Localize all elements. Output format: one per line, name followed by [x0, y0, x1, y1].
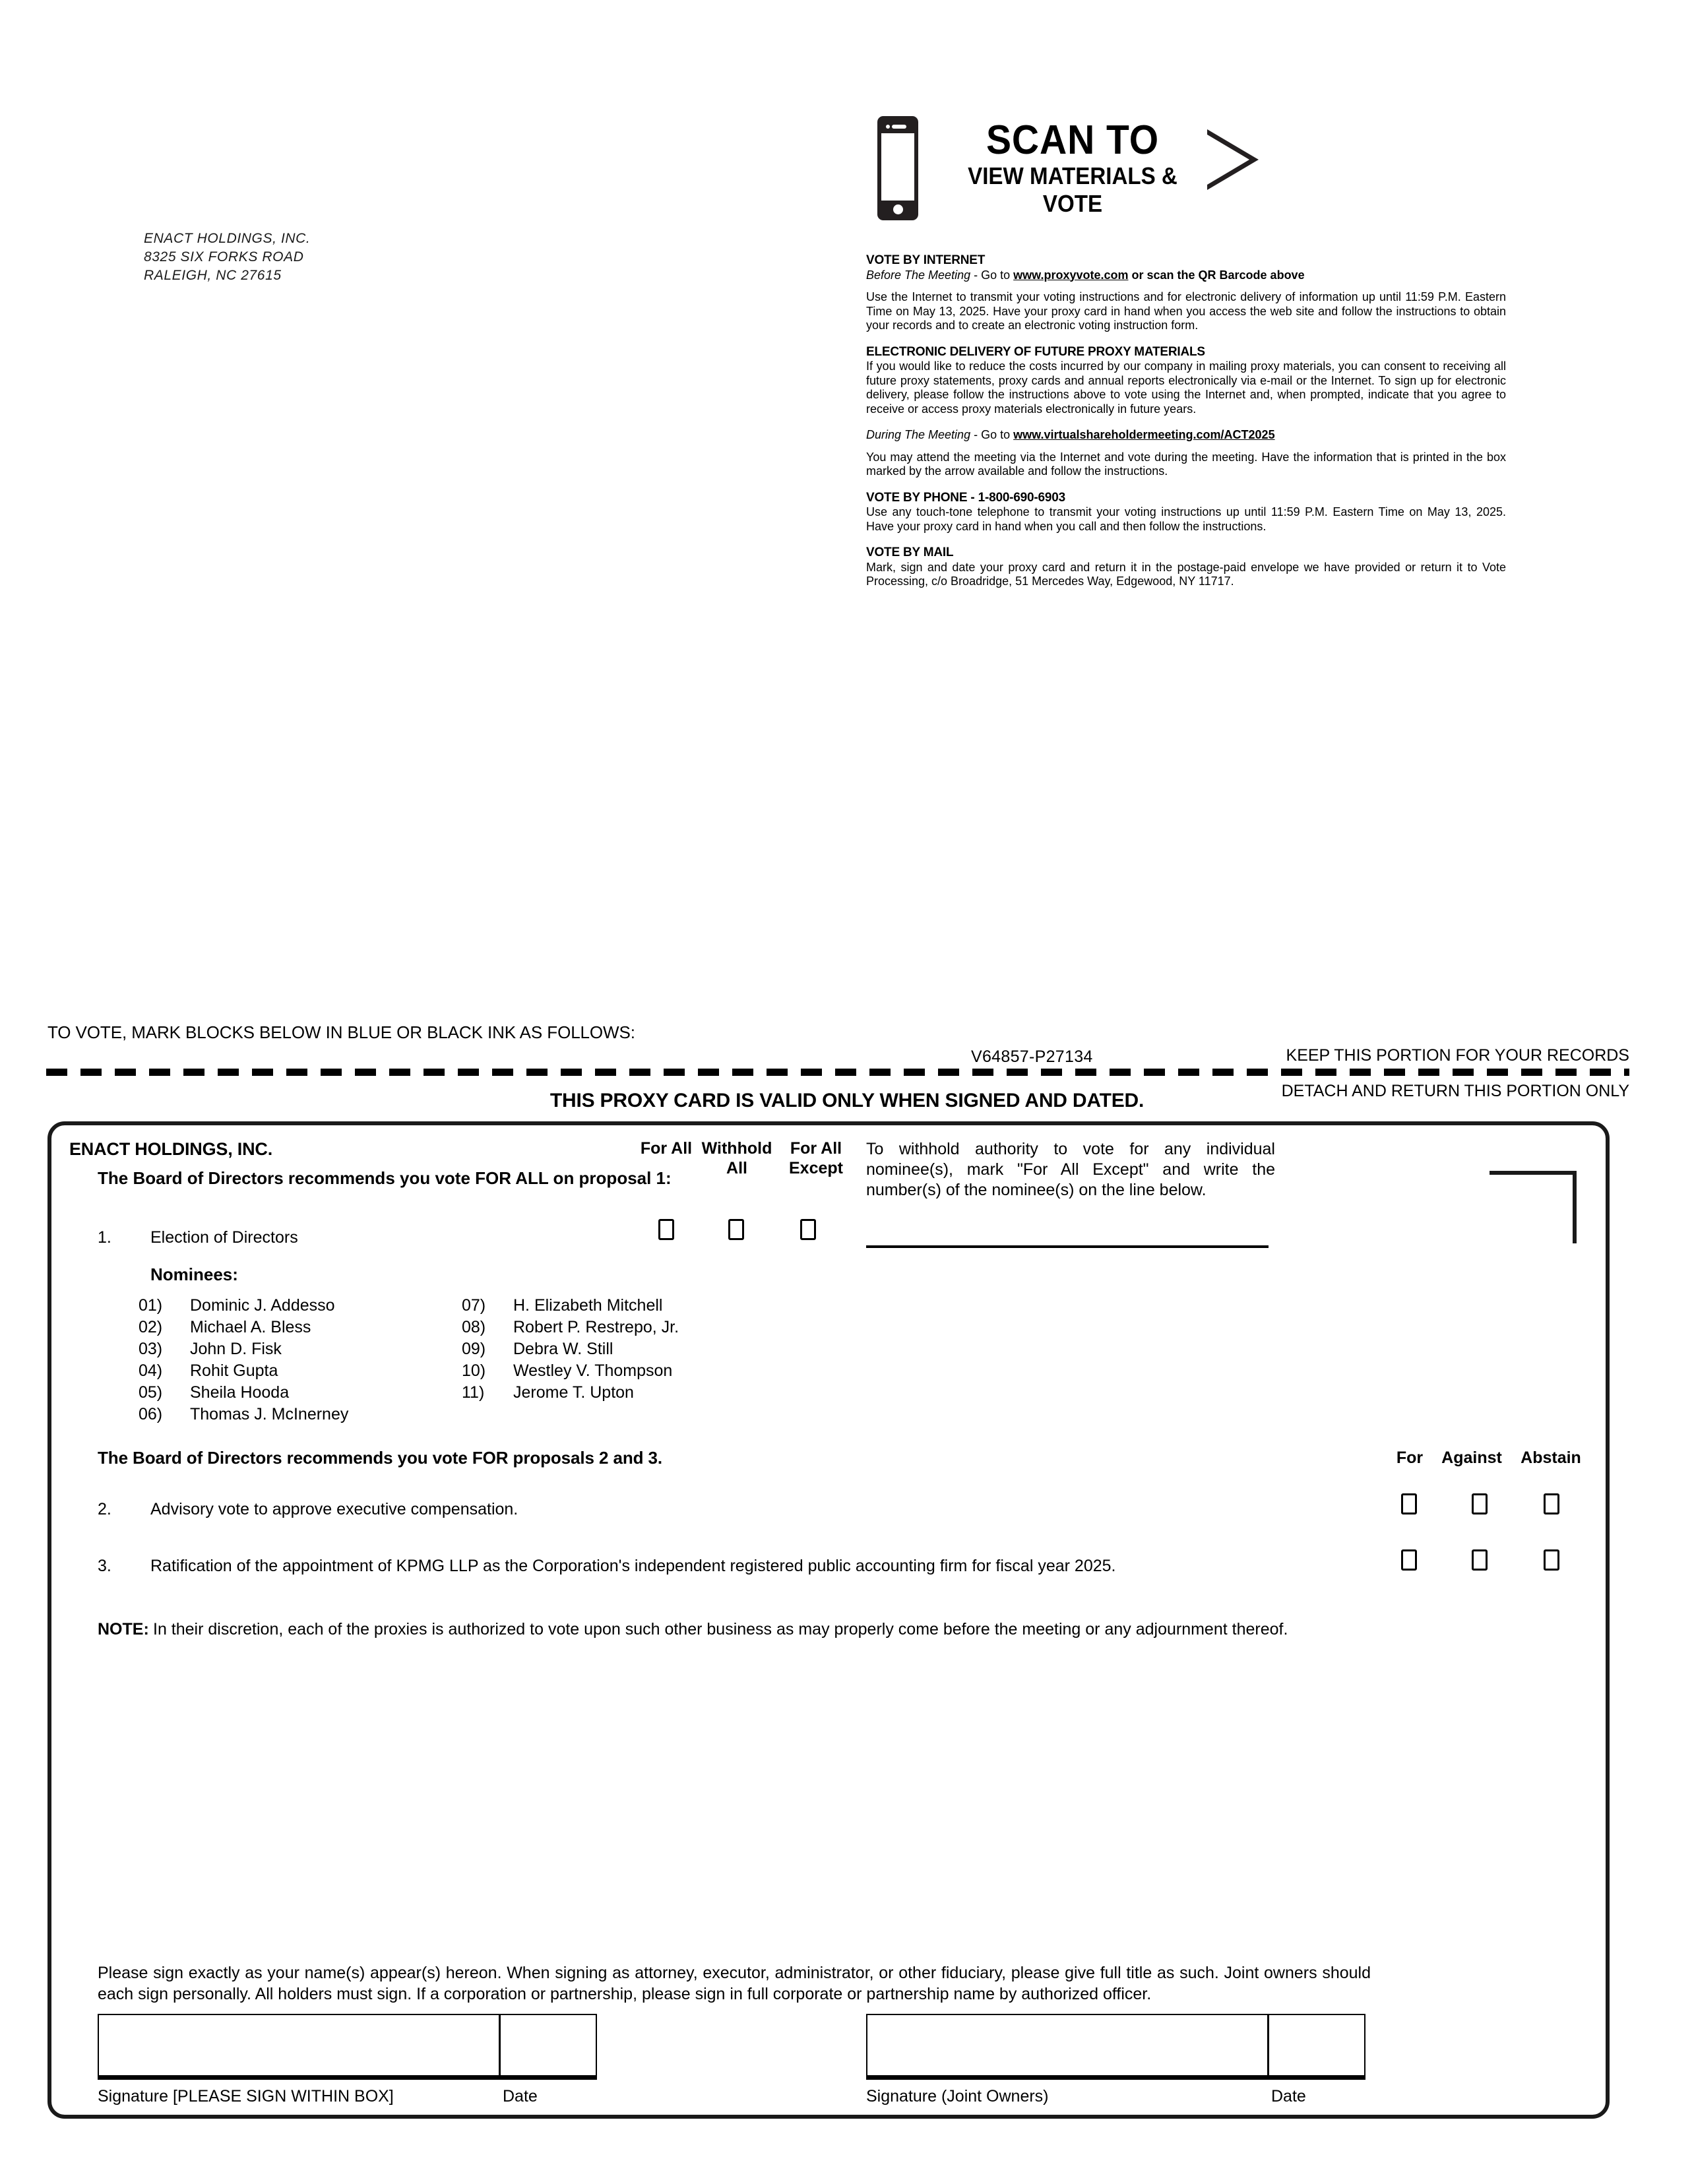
electronic-delivery-heading: ELECTRONIC DELIVERY OF FUTURE PROXY MATERIALS — [866, 344, 1205, 359]
scan-to-vote-banner — [877, 111, 1339, 230]
signature-box-joint[interactable] — [866, 2014, 1269, 2080]
vote-by-mail-heading: VOTE BY MAIL — [866, 546, 954, 559]
checkbox-proposal-3-abstain[interactable] — [1544, 1549, 1559, 1571]
internet-instructions-body: Use the Internet to transmit your voting instructions and for electronic delivery of information up until 11:59 P.M. Eastern Time on May 13, 2025. Have your proxy card in hand when you access the web site and follow the instructions to obtain your records and to create an electronic voting instruction form. — [866, 290, 1506, 332]
proposal-2-number: 2. — [98, 1500, 111, 1518]
before-meeting-label: Before The Meeting — [866, 268, 971, 282]
nominee-number: 06) — [139, 1405, 163, 1423]
during-meeting-label: During The Meeting — [866, 428, 971, 441]
voting-instructions — [866, 253, 1506, 589]
nominee-number: 09) — [462, 1340, 486, 1358]
checkbox-proposal-3-against[interactable] — [1472, 1549, 1488, 1571]
control-number-bracket-icon — [1490, 1171, 1577, 1243]
column-header-withhold-all: Withhold All — [701, 1139, 772, 1177]
list-item — [139, 1404, 348, 1425]
checkbox-proposal-1-for-all[interactable] — [658, 1219, 674, 1240]
nominee-name: Michael A. Bless — [190, 1318, 311, 1336]
addressee-company: ENACT HOLDINGS, INC. — [144, 231, 311, 246]
nominee-number: 08) — [462, 1318, 486, 1336]
addressee-street: 8325 SIX FORKS ROAD — [144, 249, 304, 265]
vote-by-phone-heading: VOTE BY PHONE - 1-800-690-6903 — [866, 490, 1066, 505]
vote-by-internet-heading: VOTE BY INTERNET — [866, 253, 986, 267]
nominee-name: Thomas J. McInerney — [190, 1405, 349, 1423]
checkbox-proposal-1-for-all-except[interactable] — [800, 1219, 816, 1240]
proposal-1-text: Election of Directors — [150, 1228, 298, 1247]
column-header-for-all-except: For All Except — [789, 1139, 843, 1177]
nominee-number: 11) — [462, 1383, 485, 1402]
nominee-name: Debra W. Still — [513, 1340, 613, 1358]
nominee-number: 04) — [139, 1361, 163, 1380]
nominee-name: Rohit Gupta — [190, 1361, 278, 1380]
nominee-name: Westley V. Thompson — [513, 1361, 673, 1380]
list-item — [462, 1382, 679, 1404]
list-item — [462, 1317, 679, 1338]
signature-label-joint: Signature (Joint Owners) — [866, 2087, 1049, 2106]
nominee-name: Jerome T. Upton — [513, 1383, 634, 1402]
virtual-meeting-link[interactable]: www.virtualshareholdermeeting.com/ACT2025 — [1013, 428, 1275, 441]
nominee-number: 07) — [462, 1296, 486, 1315]
proxyvote-link[interactable]: www.proxyvote.com — [1013, 268, 1129, 282]
play-arrow-icon-inner — [1207, 135, 1249, 185]
column-header-for-all: For All — [640, 1139, 693, 1158]
scan-banner-text — [941, 117, 1205, 218]
date-box-joint[interactable] — [1268, 2014, 1365, 2080]
signature-instructions: Please sign exactly as your name(s) appear(s) hereon. When signing as attorney, executor, administrator, or other fiduciary, please give full title as such. Joint owners should each sign personally. All holders must sign. If a corporation or partnership, please sign in full corporate or partnership name by authorized officer. — [98, 1964, 1371, 2003]
ballot-company-name: ENACT HOLDINGS, INC. — [69, 1139, 273, 1159]
nominee-list-column-2 — [462, 1295, 679, 1404]
note-label: NOTE: — [98, 1620, 149, 1638]
list-item — [139, 1295, 348, 1317]
during-meeting-line — [866, 428, 1506, 443]
list-item — [139, 1382, 348, 1404]
checkbox-proposal-3-for[interactable] — [1401, 1549, 1417, 1571]
nominee-name: Sheila Hooda — [190, 1383, 290, 1402]
before-meeting-mid: - Go to — [970, 268, 1014, 282]
addressee-block — [144, 230, 310, 285]
checkbox-proposal-1-withhold-all[interactable] — [728, 1219, 744, 1240]
list-item — [462, 1295, 679, 1317]
nominee-number: 05) — [139, 1383, 163, 1402]
nominee-name: John D. Fisk — [190, 1340, 282, 1358]
nominee-list-column-1 — [139, 1295, 348, 1425]
nominee-number: 02) — [139, 1318, 163, 1336]
nominee-name: Dominic J. Addesso — [190, 1296, 335, 1315]
board-recommendation-1: The Board of Directors recommends you vote FOR ALL on proposal 1: — [98, 1168, 672, 1188]
before-meeting-line — [866, 268, 1506, 283]
list-item — [139, 1317, 348, 1338]
list-item — [139, 1338, 348, 1360]
smartphone-icon — [877, 116, 918, 220]
checkbox-proposal-2-abstain[interactable] — [1544, 1493, 1559, 1514]
date-label-primary: Date — [503, 2087, 538, 2106]
checkbox-proposal-2-against[interactable] — [1472, 1493, 1488, 1514]
list-item — [139, 1360, 348, 1382]
list-item — [462, 1360, 679, 1382]
list-item — [462, 1338, 679, 1360]
keep-portion-label: KEEP THIS PORTION FOR YOUR RECORDS — [1286, 1046, 1629, 1065]
scan-headline: SCAN TO — [986, 117, 1160, 163]
proposal-2-text: Advisory vote to approve executive compensation. — [150, 1500, 518, 1518]
detach-portion-label: DETACH AND RETURN THIS PORTION ONLY — [1281, 1082, 1629, 1100]
column-header-against: Against — [1441, 1449, 1502, 1467]
electronic-delivery-body: If you would like to reduce the costs incurred by our company in mailing proxy materials, you can consent to receiving all future proxy statements, proxy cards and annual reports electronically via e-mail or the Internet. To sign up for electronic delivery, please follow the instructions above to vote using the Internet and, when prompted, indicate that you agree to receive or access proxy materials electronically in future years. — [866, 359, 1506, 416]
nominee-number: 01) — [139, 1296, 163, 1315]
scan-subhead: VIEW MATERIALS & VOTE — [968, 162, 1177, 217]
note-text: In their discretion, each of the proxies is authorized to vote upon such other business as may properly come before the meeting or any adjournment thereof. — [153, 1620, 1288, 1638]
proposal-1-number: 1. — [98, 1228, 111, 1247]
nominee-name: Robert P. Restrepo, Jr. — [513, 1318, 679, 1336]
signature-box-primary[interactable] — [98, 2014, 500, 2080]
date-label-joint: Date — [1271, 2087, 1306, 2106]
proposal-3-text: Ratification of the appointment of KPMG LLP as the Corporation's independent registered public accounting firm for fiscal year 2025. — [150, 1557, 1116, 1575]
during-meeting-mid: - Go to — [970, 428, 1014, 441]
withhold-nominee-numbers-input[interactable] — [866, 1245, 1269, 1248]
phone-instructions-body: Use any touch-tone telephone to transmit your voting instructions up until 11:59 P.M. Eastern Time on May 13, 2025. Have your proxy card in hand when you call and then follow the instructions. — [866, 505, 1506, 533]
proposal-3-number: 3. — [98, 1557, 111, 1575]
checkbox-proposal-2-for[interactable] — [1401, 1493, 1417, 1514]
valid-when-signed-notice: THIS PROXY CARD IS VALID ONLY WHEN SIGNED AND DATED. — [549, 1090, 1145, 1111]
during-meeting-body: You may attend the meeting via the Internet and vote during the meeting. Have the information that is printed in the box marked by the arrow available and follow the instructions. — [866, 450, 1506, 478]
nominees-label: Nominees: — [150, 1264, 238, 1284]
date-box-primary[interactable] — [499, 2014, 597, 2080]
nominee-number: 10) — [462, 1361, 486, 1380]
addressee-city-state-zip: RALEIGH, NC 27615 — [144, 268, 282, 283]
before-meeting-suffix: or scan the QR Barcode above — [1128, 268, 1305, 282]
withhold-authority-note: To withhold authority to vote for any individual nominee(s), mark "For All Except" and write the number(s) of the nominee(s) on the line below. — [866, 1140, 1275, 1199]
to-vote-instruction: TO VOTE, MARK BLOCKS BELOW IN BLUE OR BLACK INK AS FOLLOWS: — [47, 1022, 635, 1042]
nominee-number: 03) — [139, 1340, 163, 1358]
nominee-name: H. Elizabeth Mitchell — [513, 1296, 663, 1315]
board-recommendation-2: The Board of Directors recommends you vote FOR proposals 2 and 3. — [98, 1448, 663, 1468]
perforation-line — [46, 1069, 1629, 1076]
column-header-abstain: Abstain — [1521, 1449, 1581, 1467]
signature-label-primary: Signature [PLEASE SIGN WITHIN BOX] — [98, 2087, 394, 2106]
column-header-for: For — [1396, 1449, 1424, 1467]
control-number: V64857-P27134 — [971, 1047, 1093, 1066]
mail-instructions-body: Mark, sign and date your proxy card and return it in the postage-paid envelope we have provided or return it to Vote Processing, c/o Broadridge, 51 Mercedes Way, Edgewood, NY 11717. — [866, 560, 1506, 588]
